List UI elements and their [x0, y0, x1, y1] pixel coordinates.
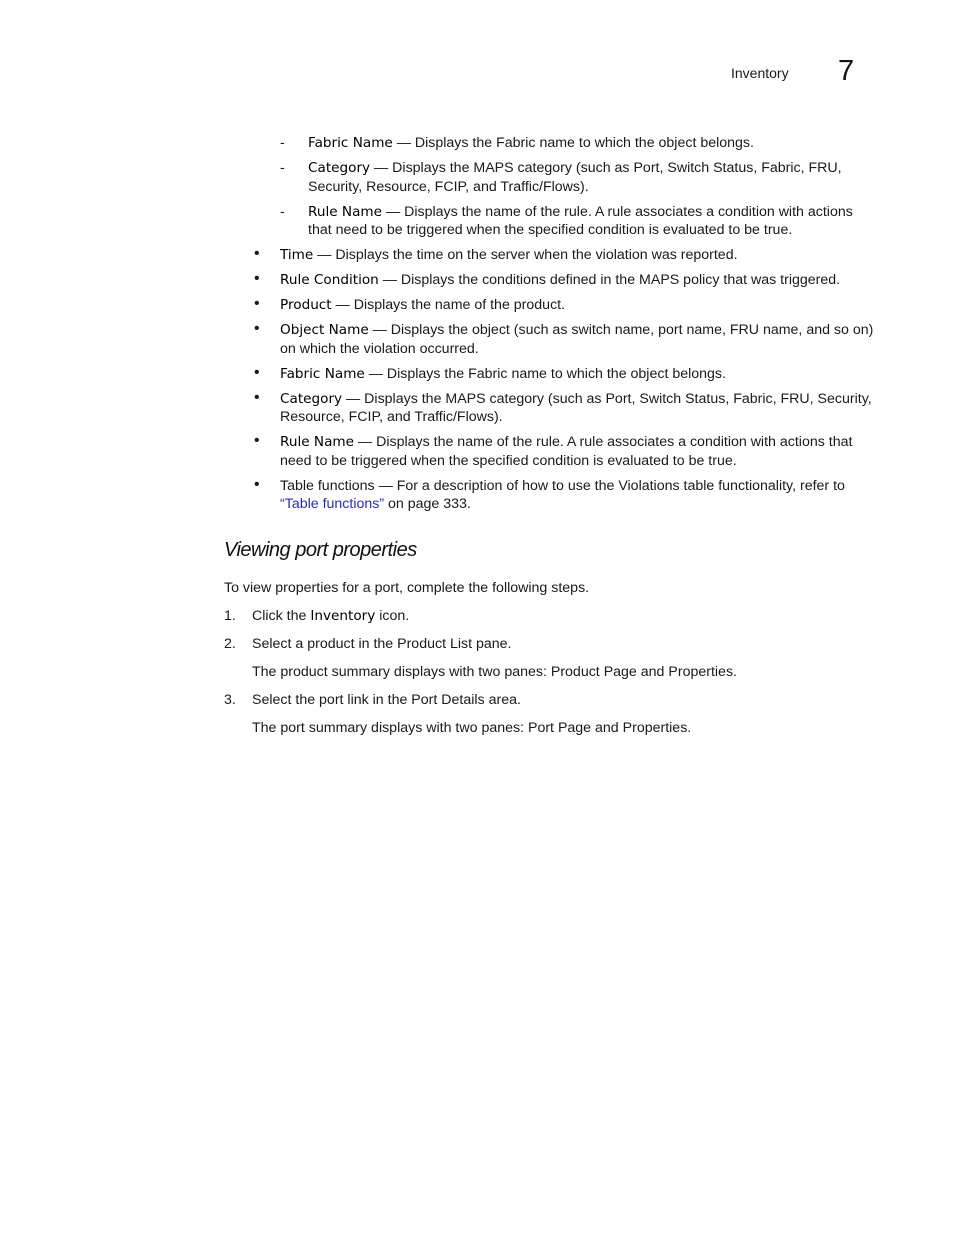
step-text: Select a product in the Product List pane. [252, 636, 512, 652]
term: Fabric Name [308, 135, 393, 151]
description: — Displays the name of the rule. A rule associates a condition with actions that need to be triggered when the specified condition is evaluated to be true. [280, 434, 853, 469]
bullet-marker: • [254, 270, 260, 287]
term: Fabric Name [280, 365, 365, 382]
list-item [224, 296, 874, 315]
bullet-marker: • [254, 388, 260, 406]
bullet-marker: • [254, 363, 260, 381]
description: — Displays the MAPS category (such as Port, Switch Status, Fabric, FRU, Security, Resource, FCIP, and Traffic/Flows). [280, 390, 872, 425]
page-reference: on page 333. [384, 496, 471, 512]
list-item [224, 134, 874, 153]
term: Category [308, 160, 371, 176]
description: — Displays the MAPS category (such as Port, Switch Status, Fabric, FRU, Security, Resource, FCIP, and Traffic/Flows). [308, 160, 842, 195]
list-item [224, 159, 874, 196]
description: — Displays the Fabric name to which the object belongs. [392, 135, 754, 151]
section-title: Viewing port properties [224, 538, 417, 561]
step-number: 1. [224, 608, 236, 624]
list-item [224, 433, 874, 470]
term: Product [280, 297, 332, 313]
chapter-number: 7 [838, 55, 855, 87]
step-item [224, 607, 874, 626]
section-intro: To view properties for a port, complete the following steps. [224, 579, 590, 596]
description: — Displays the time on the server when the violation was reported. [313, 247, 738, 263]
list-item [224, 203, 874, 240]
description: — Displays the object (such as switch name, port name, FRU name, and so on) on which the violation occurred. [280, 322, 874, 357]
steps-list [224, 691, 874, 710]
bullet-marker: • [254, 295, 260, 312]
description: — Displays the name of the rule. A rule associates a condition with actions that need to be triggered when the specified condition is evaluated to be true. [308, 203, 853, 238]
step-item [224, 691, 874, 710]
bullet-list [224, 246, 874, 514]
page-content [224, 134, 874, 747]
term: Object Name [280, 322, 369, 338]
dash-marker: - [280, 203, 285, 220]
list-item [224, 271, 874, 290]
step-text: icon. [375, 608, 410, 624]
dash-marker: - [280, 160, 285, 176]
description: — Displays the Fabric name to which the object belongs. [364, 365, 726, 382]
step-number: 3. [224, 692, 236, 708]
step-item [224, 635, 874, 654]
bullet-marker: • [254, 245, 260, 262]
description: Table functions — For a description of how to use the Violations table functionality, refer to [280, 477, 845, 494]
term: Category [280, 390, 343, 407]
term: Rule Name [280, 434, 355, 450]
description: — Displays the name of the product. [331, 297, 566, 313]
step-text: Click the [252, 608, 311, 624]
list-item [224, 321, 874, 358]
term: Time [280, 247, 314, 263]
table-functions-link[interactable]: “Table functions” [280, 496, 385, 512]
list-item [224, 390, 874, 427]
bullet-marker: • [254, 432, 260, 449]
steps-list [224, 607, 874, 654]
step-note: The port summary displays with two panes: Port Page and Properties. [252, 720, 692, 736]
step-number: 2. [224, 636, 236, 652]
list-item [224, 365, 874, 384]
dash-marker: - [280, 135, 285, 151]
term: Rule Name [308, 203, 383, 220]
dash-list [224, 134, 874, 240]
bullet-marker: • [254, 320, 260, 337]
step-note: The product summary displays with two panes: Product Page and Properties. [252, 664, 737, 680]
list-item [224, 246, 874, 265]
step-text: Select the port link in the Port Details area. [252, 692, 521, 708]
bullet-marker: • [254, 475, 260, 493]
list-item [224, 477, 874, 514]
term: Rule Condition [280, 272, 379, 288]
running-header-section: Inventory [731, 65, 789, 81]
description: — Displays the conditions defined in the MAPS policy that was triggered. [378, 272, 841, 288]
term: Inventory [310, 608, 376, 624]
